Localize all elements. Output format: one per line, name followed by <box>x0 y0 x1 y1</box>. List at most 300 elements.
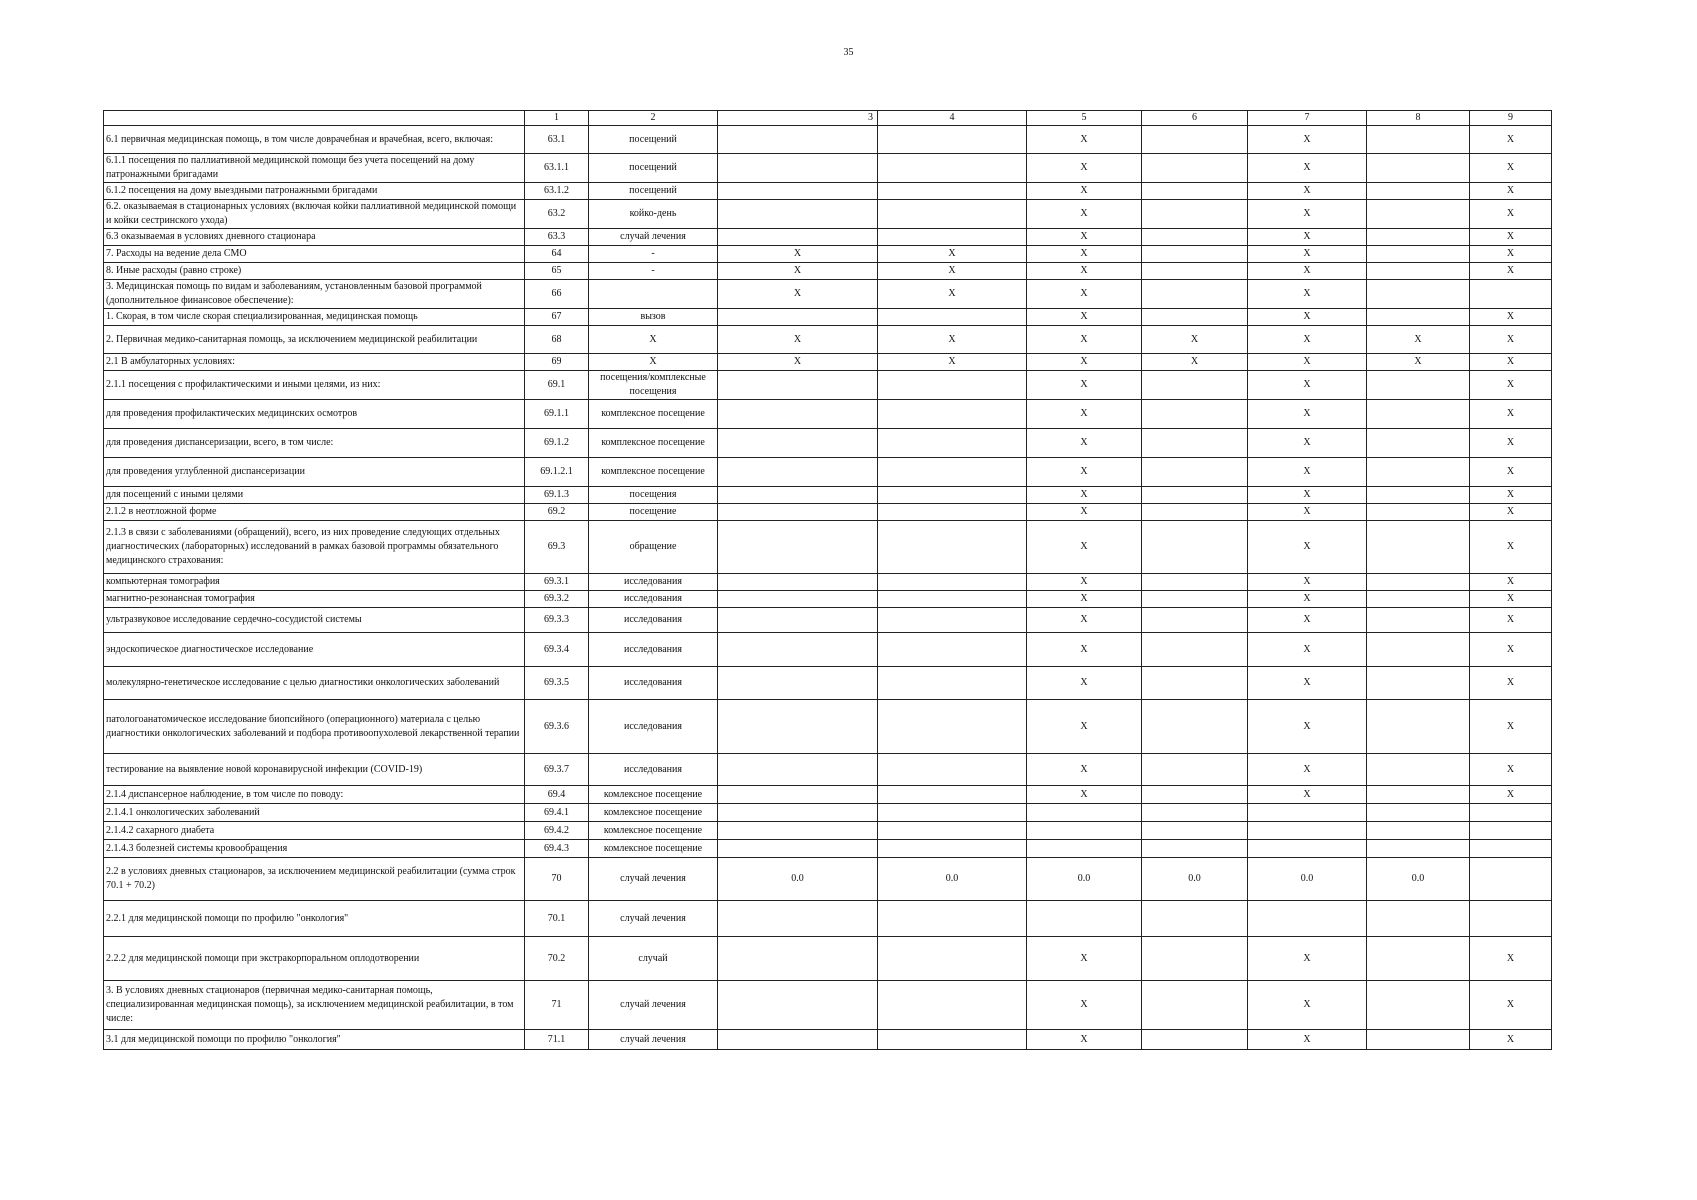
cell-col-3 <box>718 154 878 183</box>
cell-col-5: X <box>1027 326 1142 354</box>
cell-col-4 <box>878 633 1027 667</box>
cell-col-4 <box>878 521 1027 574</box>
cell-col-7: X <box>1248 354 1367 371</box>
row-unit: исследования <box>589 754 718 786</box>
cell-col-5: X <box>1027 521 1142 574</box>
cell-col-4 <box>878 487 1027 504</box>
cell-col-3: X <box>718 263 878 280</box>
cell-col-5 <box>1027 822 1142 840</box>
row-label: 2.1.4 диспансерное наблюдение, в том числе по поводу: <box>104 786 525 804</box>
row-code: 69.3.5 <box>525 667 589 700</box>
table-row <box>104 901 1552 937</box>
cell-col-8 <box>1367 700 1470 754</box>
cell-col-4 <box>878 400 1027 429</box>
cell-col-7: X <box>1248 280 1367 309</box>
row-label: 2.2.2 для медицинской помощи при экстракорпоральном оплодотворении <box>104 937 525 981</box>
cell-col-6 <box>1142 458 1248 487</box>
cell-col-3 <box>718 200 878 229</box>
table-row <box>104 263 1552 280</box>
row-unit: исследования <box>589 667 718 700</box>
cell-col-9: X <box>1470 1030 1552 1050</box>
row-unit: койко-день <box>589 200 718 229</box>
row-unit: посещение <box>589 504 718 521</box>
cell-col-3 <box>718 126 878 154</box>
cell-col-9: X <box>1470 429 1552 458</box>
column-header-7: 7 <box>1248 111 1367 126</box>
row-code: 63.2 <box>525 200 589 229</box>
cell-col-5: X <box>1027 246 1142 263</box>
cell-col-7: X <box>1248 487 1367 504</box>
cell-col-7: X <box>1248 981 1367 1030</box>
cell-col-5: X <box>1027 229 1142 246</box>
row-code: 69.1.3 <box>525 487 589 504</box>
cell-col-7: X <box>1248 126 1367 154</box>
cell-col-8 <box>1367 786 1470 804</box>
cell-col-9: X <box>1470 608 1552 633</box>
cell-col-3 <box>718 901 878 937</box>
cell-col-4 <box>878 458 1027 487</box>
table-row <box>104 400 1552 429</box>
row-label: для проведения углубленной диспансеризации <box>104 458 525 487</box>
row-label: 6.1.1 посещения по паллиативной медицинской помощи без учета посещений на дому патронажными бригадами <box>104 154 525 183</box>
cell-col-5: X <box>1027 574 1142 591</box>
table-row <box>104 504 1552 521</box>
cell-col-4 <box>878 1030 1027 1050</box>
cell-col-4: X <box>878 280 1027 309</box>
table-row <box>104 521 1552 574</box>
cell-col-6 <box>1142 429 1248 458</box>
cell-col-6 <box>1142 574 1248 591</box>
row-label: тестирование на выявление новой коронавирусной инфекции (COVID-19) <box>104 754 525 786</box>
column-header-4: 4 <box>878 111 1027 126</box>
cell-col-5: 0.0 <box>1027 858 1142 901</box>
cell-col-4 <box>878 183 1027 200</box>
cell-col-6 <box>1142 263 1248 280</box>
cell-col-7: X <box>1248 1030 1367 1050</box>
cell-col-8 <box>1367 309 1470 326</box>
cell-col-8 <box>1367 429 1470 458</box>
row-code: 64 <box>525 246 589 263</box>
cell-col-5: X <box>1027 126 1142 154</box>
cell-col-4: X <box>878 326 1027 354</box>
row-code: 69.3.2 <box>525 591 589 608</box>
cell-col-6: X <box>1142 326 1248 354</box>
cell-col-3: X <box>718 326 878 354</box>
cell-col-4 <box>878 754 1027 786</box>
table-row <box>104 154 1552 183</box>
cell-col-5: X <box>1027 667 1142 700</box>
cell-col-6 <box>1142 667 1248 700</box>
cell-col-9: X <box>1470 504 1552 521</box>
cell-col-6 <box>1142 901 1248 937</box>
cell-col-7 <box>1248 822 1367 840</box>
row-unit: случай лечения <box>589 981 718 1030</box>
table-row <box>104 309 1552 326</box>
cell-col-6 <box>1142 487 1248 504</box>
cell-col-6 <box>1142 822 1248 840</box>
report-table <box>103 110 1552 1050</box>
cell-col-6 <box>1142 840 1248 858</box>
cell-col-3 <box>718 574 878 591</box>
row-unit: исследования <box>589 633 718 667</box>
row-label: 2.2 в условиях дневных стационаров, за исключением медицинской реабилитации (сумма строк 70.1 + 70.2) <box>104 858 525 901</box>
cell-col-3 <box>718 700 878 754</box>
cell-col-3 <box>718 804 878 822</box>
cell-col-6: 0.0 <box>1142 858 1248 901</box>
cell-col-6 <box>1142 937 1248 981</box>
cell-col-5: X <box>1027 183 1142 200</box>
cell-col-8 <box>1367 487 1470 504</box>
cell-col-4 <box>878 840 1027 858</box>
cell-col-6 <box>1142 400 1248 429</box>
table-row <box>104 183 1552 200</box>
row-code: 69.4 <box>525 786 589 804</box>
cell-col-4 <box>878 804 1027 822</box>
row-label: 1. Скорая, в том числе скорая специализированная, медицинская помощь <box>104 309 525 326</box>
cell-col-3 <box>718 981 878 1030</box>
column-header-9: 9 <box>1470 111 1552 126</box>
cell-col-3 <box>718 458 878 487</box>
cell-col-4 <box>878 608 1027 633</box>
cell-col-4: X <box>878 263 1027 280</box>
cell-col-7: X <box>1248 200 1367 229</box>
cell-col-7: X <box>1248 263 1367 280</box>
cell-col-4 <box>878 574 1027 591</box>
cell-col-9: X <box>1470 246 1552 263</box>
row-code: 69.3.6 <box>525 700 589 754</box>
table-row <box>104 754 1552 786</box>
row-code: 69 <box>525 354 589 371</box>
row-code: 69.3 <box>525 521 589 574</box>
cell-col-4: X <box>878 354 1027 371</box>
row-label: эндоскопическое диагностическое исследование <box>104 633 525 667</box>
cell-col-6 <box>1142 981 1248 1030</box>
cell-col-6 <box>1142 154 1248 183</box>
cell-col-9: X <box>1470 183 1552 200</box>
cell-col-6 <box>1142 700 1248 754</box>
cell-col-8 <box>1367 591 1470 608</box>
cell-col-7: X <box>1248 608 1367 633</box>
cell-col-9 <box>1470 901 1552 937</box>
table-row <box>104 937 1552 981</box>
cell-col-8 <box>1367 263 1470 280</box>
row-unit: исследования <box>589 574 718 591</box>
table-row <box>104 354 1552 371</box>
cell-col-4 <box>878 371 1027 400</box>
column-header-6: 6 <box>1142 111 1248 126</box>
row-label: компьютерная томография <box>104 574 525 591</box>
cell-col-9: X <box>1470 521 1552 574</box>
cell-col-7: X <box>1248 786 1367 804</box>
row-code: 70 <box>525 858 589 901</box>
cell-col-8 <box>1367 633 1470 667</box>
row-code: 66 <box>525 280 589 309</box>
row-label: для посещений с иными целями <box>104 487 525 504</box>
cell-col-7 <box>1248 804 1367 822</box>
row-label: 2.1.2 в неотложной форме <box>104 504 525 521</box>
cell-col-6 <box>1142 504 1248 521</box>
row-unit: комлексное посещение <box>589 840 718 858</box>
cell-col-6 <box>1142 591 1248 608</box>
cell-col-7: X <box>1248 754 1367 786</box>
row-label: 2.1 В амбулаторных условиях: <box>104 354 525 371</box>
cell-col-8 <box>1367 371 1470 400</box>
cell-col-7 <box>1248 840 1367 858</box>
column-header-1: 1 <box>525 111 589 126</box>
cell-col-9: X <box>1470 700 1552 754</box>
cell-col-9: X <box>1470 326 1552 354</box>
cell-col-3 <box>718 309 878 326</box>
cell-col-5: X <box>1027 200 1142 229</box>
cell-col-8 <box>1367 458 1470 487</box>
row-label: ультразвуковое исследование сердечно-сосудистой системы <box>104 608 525 633</box>
cell-col-3 <box>718 633 878 667</box>
cell-col-5: X <box>1027 786 1142 804</box>
cell-col-5: X <box>1027 400 1142 429</box>
cell-col-9 <box>1470 804 1552 822</box>
cell-col-8 <box>1367 246 1470 263</box>
cell-col-8 <box>1367 574 1470 591</box>
cell-col-4 <box>878 309 1027 326</box>
row-code: 63.1.1 <box>525 154 589 183</box>
cell-col-7: X <box>1248 326 1367 354</box>
cell-col-3 <box>718 937 878 981</box>
cell-col-8 <box>1367 229 1470 246</box>
row-code: 68 <box>525 326 589 354</box>
cell-col-9: X <box>1470 591 1552 608</box>
cell-col-8 <box>1367 822 1470 840</box>
row-unit: комплексное посещение <box>589 429 718 458</box>
row-code: 69.1.1 <box>525 400 589 429</box>
table-row <box>104 126 1552 154</box>
cell-col-4 <box>878 429 1027 458</box>
cell-col-8 <box>1367 126 1470 154</box>
cell-col-8 <box>1367 200 1470 229</box>
cell-col-5: X <box>1027 754 1142 786</box>
cell-col-9: X <box>1470 229 1552 246</box>
column-header-3: 3 <box>718 111 878 126</box>
row-label: 6.2. оказываемая в стационарных условиях (включая койки паллиативной медицинской помощи и койки сестринского ухода) <box>104 200 525 229</box>
row-unit: X <box>589 354 718 371</box>
row-label: 2. Первичная медико-санитарная помощь, за исключением медицинской реабилитации <box>104 326 525 354</box>
cell-col-7: X <box>1248 574 1367 591</box>
cell-col-5 <box>1027 901 1142 937</box>
cell-col-4 <box>878 822 1027 840</box>
cell-col-3 <box>718 754 878 786</box>
cell-col-7: X <box>1248 246 1367 263</box>
row-label: 2.2.1 для медицинской помощи по профилю "онкология" <box>104 901 525 937</box>
cell-col-9 <box>1470 858 1552 901</box>
cell-col-5: X <box>1027 981 1142 1030</box>
cell-col-5: X <box>1027 608 1142 633</box>
cell-col-5: X <box>1027 937 1142 981</box>
cell-col-3: 0.0 <box>718 858 878 901</box>
cell-col-4 <box>878 591 1027 608</box>
cell-col-9: X <box>1470 371 1552 400</box>
row-label: 2.1.3 в связи с заболеваниями (обращений), всего, из них проведение следующих отдельных диагностических (лабораторных) исследований в рамках базовой программы обязательного медицинского страхования: <box>104 521 525 574</box>
cell-col-7: 0.0 <box>1248 858 1367 901</box>
cell-col-6 <box>1142 280 1248 309</box>
cell-col-5: X <box>1027 591 1142 608</box>
row-code: 69.3.3 <box>525 608 589 633</box>
cell-col-3 <box>718 487 878 504</box>
cell-col-5: X <box>1027 263 1142 280</box>
cell-col-4: X <box>878 246 1027 263</box>
row-unit: посещений <box>589 183 718 200</box>
cell-col-6 <box>1142 229 1248 246</box>
cell-col-8: 0.0 <box>1367 858 1470 901</box>
row-label: 2.1.4.3 болезней системы кровообращения <box>104 840 525 858</box>
table-row <box>104 371 1552 400</box>
cell-col-7 <box>1248 901 1367 937</box>
row-label: 6.3 оказываемая в условиях дневного стационара <box>104 229 525 246</box>
row-unit: вызов <box>589 309 718 326</box>
cell-col-7: X <box>1248 633 1367 667</box>
cell-col-7: X <box>1248 504 1367 521</box>
cell-col-8 <box>1367 667 1470 700</box>
cell-col-3 <box>718 371 878 400</box>
column-header-8: 8 <box>1367 111 1470 126</box>
row-label: 7. Расходы на ведение дела СМО <box>104 246 525 263</box>
cell-col-9: X <box>1470 937 1552 981</box>
cell-col-8 <box>1367 1030 1470 1050</box>
cell-col-5: X <box>1027 309 1142 326</box>
row-unit: случай лечения <box>589 229 718 246</box>
cell-col-9 <box>1470 280 1552 309</box>
cell-col-5 <box>1027 804 1142 822</box>
cell-col-3: X <box>718 354 878 371</box>
row-label: 6.1.2 посещения на дому выездными патронажными бригадами <box>104 183 525 200</box>
cell-col-5 <box>1027 840 1142 858</box>
row-code: 69.4.2 <box>525 822 589 840</box>
cell-col-4 <box>878 667 1027 700</box>
row-unit: - <box>589 263 718 280</box>
cell-col-6 <box>1142 633 1248 667</box>
cell-col-7: X <box>1248 154 1367 183</box>
cell-col-4 <box>878 786 1027 804</box>
row-code: 63.1 <box>525 126 589 154</box>
cell-col-4 <box>878 937 1027 981</box>
row-unit: - <box>589 246 718 263</box>
table-row <box>104 804 1552 822</box>
row-label: 3. В условиях дневных стационаров (первичная медико-санитарная помощь, специализированная медицинская помощь), за исключением медицинской реабилитации, в том числе: <box>104 981 525 1030</box>
row-label: 3. Медицинская помощь по видам и заболеваниям, установленным базовой программой (дополнительное финансовое обеспечение): <box>104 280 525 309</box>
cell-col-3 <box>718 822 878 840</box>
row-code: 71 <box>525 981 589 1030</box>
row-code: 69.1.2.1 <box>525 458 589 487</box>
cell-col-7: X <box>1248 309 1367 326</box>
row-unit: комплексное посещение <box>589 458 718 487</box>
cell-col-3 <box>718 504 878 521</box>
cell-col-8: X <box>1367 354 1470 371</box>
table-row <box>104 700 1552 754</box>
cell-col-9: X <box>1470 754 1552 786</box>
row-unit: комлексное посещение <box>589 804 718 822</box>
cell-col-6 <box>1142 309 1248 326</box>
cell-col-5: X <box>1027 371 1142 400</box>
row-unit: комплексное посещение <box>589 400 718 429</box>
table-row <box>104 1030 1552 1050</box>
cell-col-7: X <box>1248 700 1367 754</box>
cell-col-4 <box>878 200 1027 229</box>
cell-col-6 <box>1142 608 1248 633</box>
cell-col-9: X <box>1470 458 1552 487</box>
row-code: 71.1 <box>525 1030 589 1050</box>
cell-col-6 <box>1142 200 1248 229</box>
cell-col-8 <box>1367 608 1470 633</box>
table-row <box>104 633 1552 667</box>
cell-col-3 <box>718 608 878 633</box>
cell-col-7: X <box>1248 521 1367 574</box>
cell-col-6 <box>1142 786 1248 804</box>
row-unit: обращение <box>589 521 718 574</box>
cell-col-4 <box>878 229 1027 246</box>
cell-col-9: X <box>1470 154 1552 183</box>
cell-col-3 <box>718 521 878 574</box>
row-unit: случай лечения <box>589 901 718 937</box>
row-unit: исследования <box>589 608 718 633</box>
cell-col-8 <box>1367 937 1470 981</box>
row-unit: исследования <box>589 591 718 608</box>
table-row <box>104 822 1552 840</box>
cell-col-6 <box>1142 126 1248 154</box>
column-header-5: 5 <box>1027 111 1142 126</box>
cell-col-8 <box>1367 400 1470 429</box>
cell-col-9: X <box>1470 981 1552 1030</box>
row-code: 69.3.1 <box>525 574 589 591</box>
cell-col-3 <box>718 667 878 700</box>
row-label: 8. Иные расходы (равно строке) <box>104 263 525 280</box>
cell-col-9: X <box>1470 786 1552 804</box>
cell-col-9 <box>1470 840 1552 858</box>
table-body <box>104 111 1552 1050</box>
row-unit: посещения/комплексные посещения <box>589 371 718 400</box>
cell-col-4: 0.0 <box>878 858 1027 901</box>
row-unit: посещения <box>589 487 718 504</box>
cell-col-3 <box>718 786 878 804</box>
cell-col-9: X <box>1470 126 1552 154</box>
cell-col-5: X <box>1027 487 1142 504</box>
row-code: 69.4.3 <box>525 840 589 858</box>
cell-col-6 <box>1142 754 1248 786</box>
cell-col-9: X <box>1470 354 1552 371</box>
cell-col-3 <box>718 183 878 200</box>
cell-col-8 <box>1367 754 1470 786</box>
row-label: 2.1.4.1 онкологических заболеваний <box>104 804 525 822</box>
row-label: 2.1.4.2 сахарного диабета <box>104 822 525 840</box>
row-label: 2.1.1 посещения с профилактическими и иными целями, из них: <box>104 371 525 400</box>
cell-col-4 <box>878 981 1027 1030</box>
cell-col-3 <box>718 400 878 429</box>
cell-col-3 <box>718 229 878 246</box>
cell-col-7: X <box>1248 667 1367 700</box>
cell-col-5: X <box>1027 429 1142 458</box>
cell-col-7: X <box>1248 371 1367 400</box>
cell-col-7: X <box>1248 937 1367 981</box>
cell-col-9: X <box>1470 400 1552 429</box>
row-unit: комлексное посещение <box>589 786 718 804</box>
cell-col-8 <box>1367 280 1470 309</box>
cell-col-4 <box>878 700 1027 754</box>
cell-col-5: X <box>1027 458 1142 487</box>
cell-col-9: X <box>1470 487 1552 504</box>
cell-col-5: X <box>1027 633 1142 667</box>
table-row <box>104 858 1552 901</box>
table-row <box>104 229 1552 246</box>
row-label: молекулярно-генетическое исследование с целью диагностики онкологических заболеваний <box>104 667 525 700</box>
table-row <box>104 574 1552 591</box>
cell-col-5: X <box>1027 354 1142 371</box>
